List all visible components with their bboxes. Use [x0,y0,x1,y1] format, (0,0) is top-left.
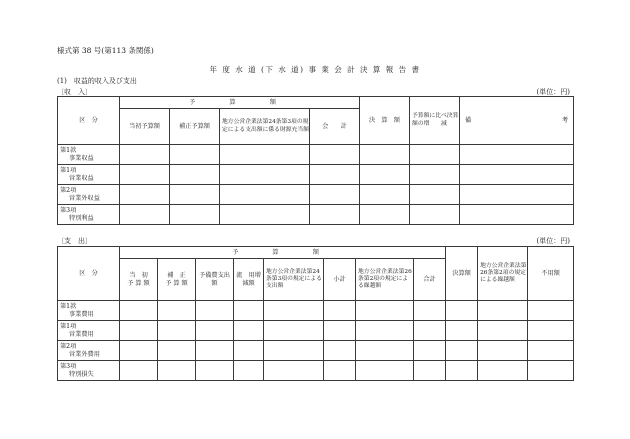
expense-header-ryuyo: 流 用増減額 [234,259,264,301]
expense-header-yosangaku: 予 算 額 [120,247,446,259]
expense-header-shokei: 小計 [324,259,356,301]
income-header-biko: 備 考 [460,97,574,145]
expense-table [57,246,574,381]
expense-header-law26: 地方公営企業法第26条第2項の規定による繰越額 [356,259,414,301]
expense-row-label: 第3項 特別損失 [58,361,120,381]
expense-unit-label: (単位：円) [536,237,570,245]
income-header-hosei: 補正予算額 [170,109,220,145]
income-table [57,96,574,225]
table-row [58,361,574,381]
income-header-law24: 地方公営企業法第24条第3項の規定による支出額に係る財源充当額 [220,109,310,145]
income-unit-label: (単位：円) [536,88,570,96]
expense-header-tosho: 当 初 予 算 額 [120,259,158,301]
income-row-label: 第1項 営業収益 [58,165,120,185]
expense-row-label: 第2項 営業外費用 [58,341,120,361]
table-row [58,321,574,341]
expense-header-kubun: 区 分 [58,247,120,301]
expense-header-total: 合計 [414,259,446,301]
income-header-hikaku: 予算額に比べ決算額の増 減 [410,97,460,145]
form-number: 様式第 38 号(第113 条関係) [57,46,154,55]
income-row-label: 第1款 事業収益 [58,145,120,165]
income-header-tosho: 当初予算額 [120,109,170,145]
expense-row-label: 第1款 事業費用 [58,301,120,321]
income-header-yosangaku: 予 算 額 [120,97,360,109]
table-row [58,301,574,321]
table-row [58,145,574,165]
table-row [58,341,574,361]
document-title: 年 度 水 道 (下 水 道) 事 業 会 計 決 算 報 告 書 [209,65,421,74]
income-header-total: 会 計 [310,109,360,145]
income-header-kessan: 決 算 額 [360,97,410,145]
income-row-label: 第2項 営業外収益 [58,185,120,205]
income-header-kubun: 区 分 [58,97,120,145]
subtitle: (1) 収益的収入及び支出 [57,77,137,85]
table-row [58,165,574,185]
expense-header-yobi: 予備費支出額 [196,259,234,301]
table-row [58,185,574,205]
expense-header-law26b: 地方公営企業法第26条第2項の規定による繰越額 [478,247,528,301]
expense-header-hosei: 補 正 予 算 額 [158,259,196,301]
expense-row-label: 第1項 営業費用 [58,321,120,341]
expense-header-fuyo: 不用額 [528,247,574,301]
table-row [58,205,574,225]
income-row-label: 第3項 特別利益 [58,205,120,225]
expense-header-kessan: 決算額 [446,247,478,301]
expense-section-label: 〔支 出〕 [57,237,92,245]
expense-header-law24: 地方公営企業法第24条第3項の規定による支出額 [264,259,324,301]
income-section-label: 〔収 入〕 [57,88,92,96]
